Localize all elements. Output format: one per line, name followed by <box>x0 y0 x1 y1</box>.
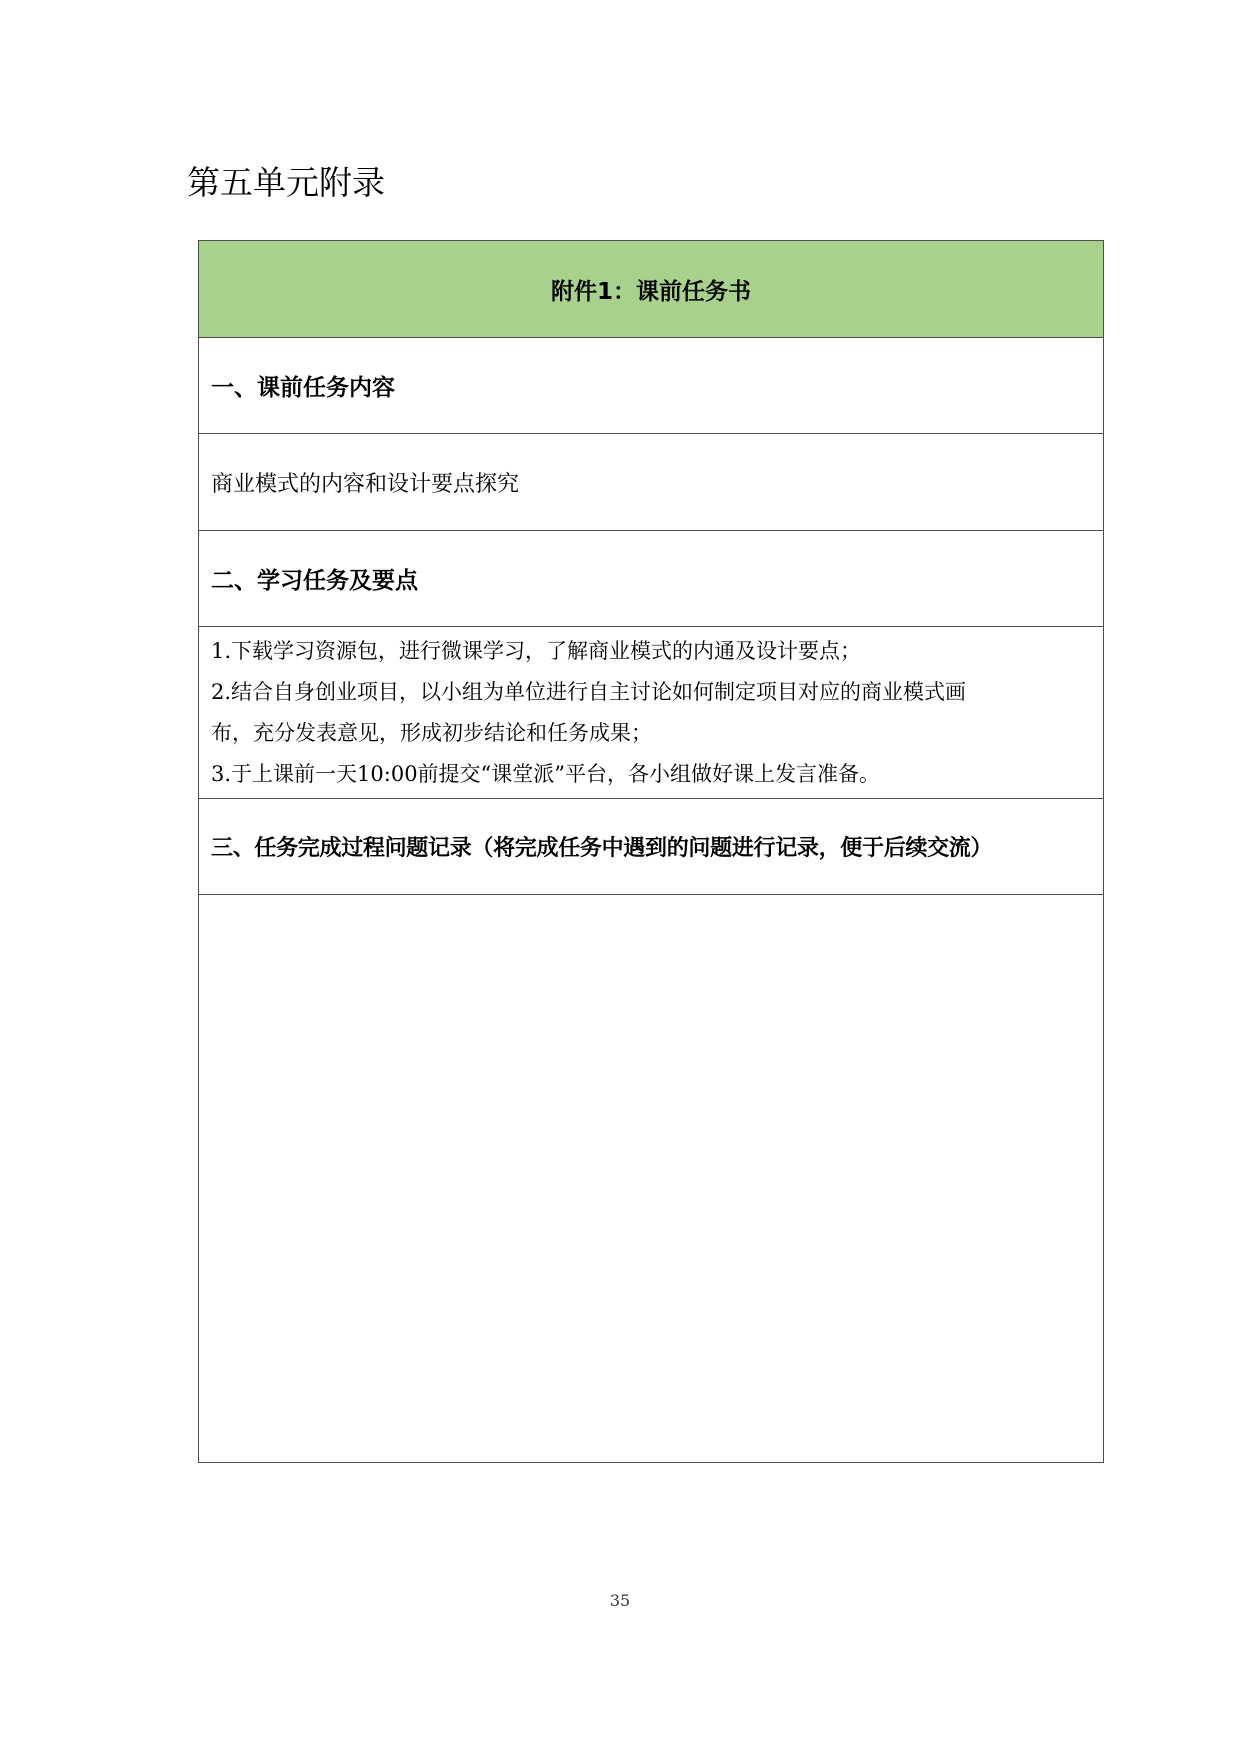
section1-heading-row <box>199 338 1104 434</box>
task-line-1: 1.下载学习资源包，进行微课学习，了解商业模式的内通及设计要点； <box>211 638 862 663</box>
task-line-3: 布，充分发表意见，形成初步结论和任务成果； <box>211 720 652 745</box>
section2-heading: 二、学习任务及要点 <box>199 531 1104 627</box>
page-title: 第五单元附录 <box>187 163 385 202</box>
page-number: 35 <box>609 1591 631 1610</box>
section1-content-row <box>199 434 1104 531</box>
section3-heading: 三、任务完成过程问题记录（将完成任务中遇到的问题进行记录，便于后续交流） <box>199 799 1104 895</box>
section2-content-row <box>199 627 1104 799</box>
section3-heading-row <box>199 799 1104 895</box>
section2-heading-row <box>199 531 1104 627</box>
section2-task-list <box>199 627 1104 799</box>
section3-record-row <box>199 895 1104 1463</box>
task-line-2: 2.结合自身创业项目，以小组为单位进行自主讨论如何制定项目对应的商业模式画 <box>211 679 967 704</box>
problem-record-area[interactable] <box>199 895 1104 1463</box>
task-line-4: 3.于上课前一天10:00前提交“课堂派”平台，各小组做好课上发言准备。 <box>211 761 881 786</box>
table-header-row <box>199 241 1104 338</box>
table-header: 附件1：课前任务书 <box>199 241 1104 338</box>
section1-content: 商业模式的内容和设计要点探究 <box>199 434 1104 531</box>
section1-heading: 一、课前任务内容 <box>199 338 1104 434</box>
task-table <box>198 240 1104 1463</box>
